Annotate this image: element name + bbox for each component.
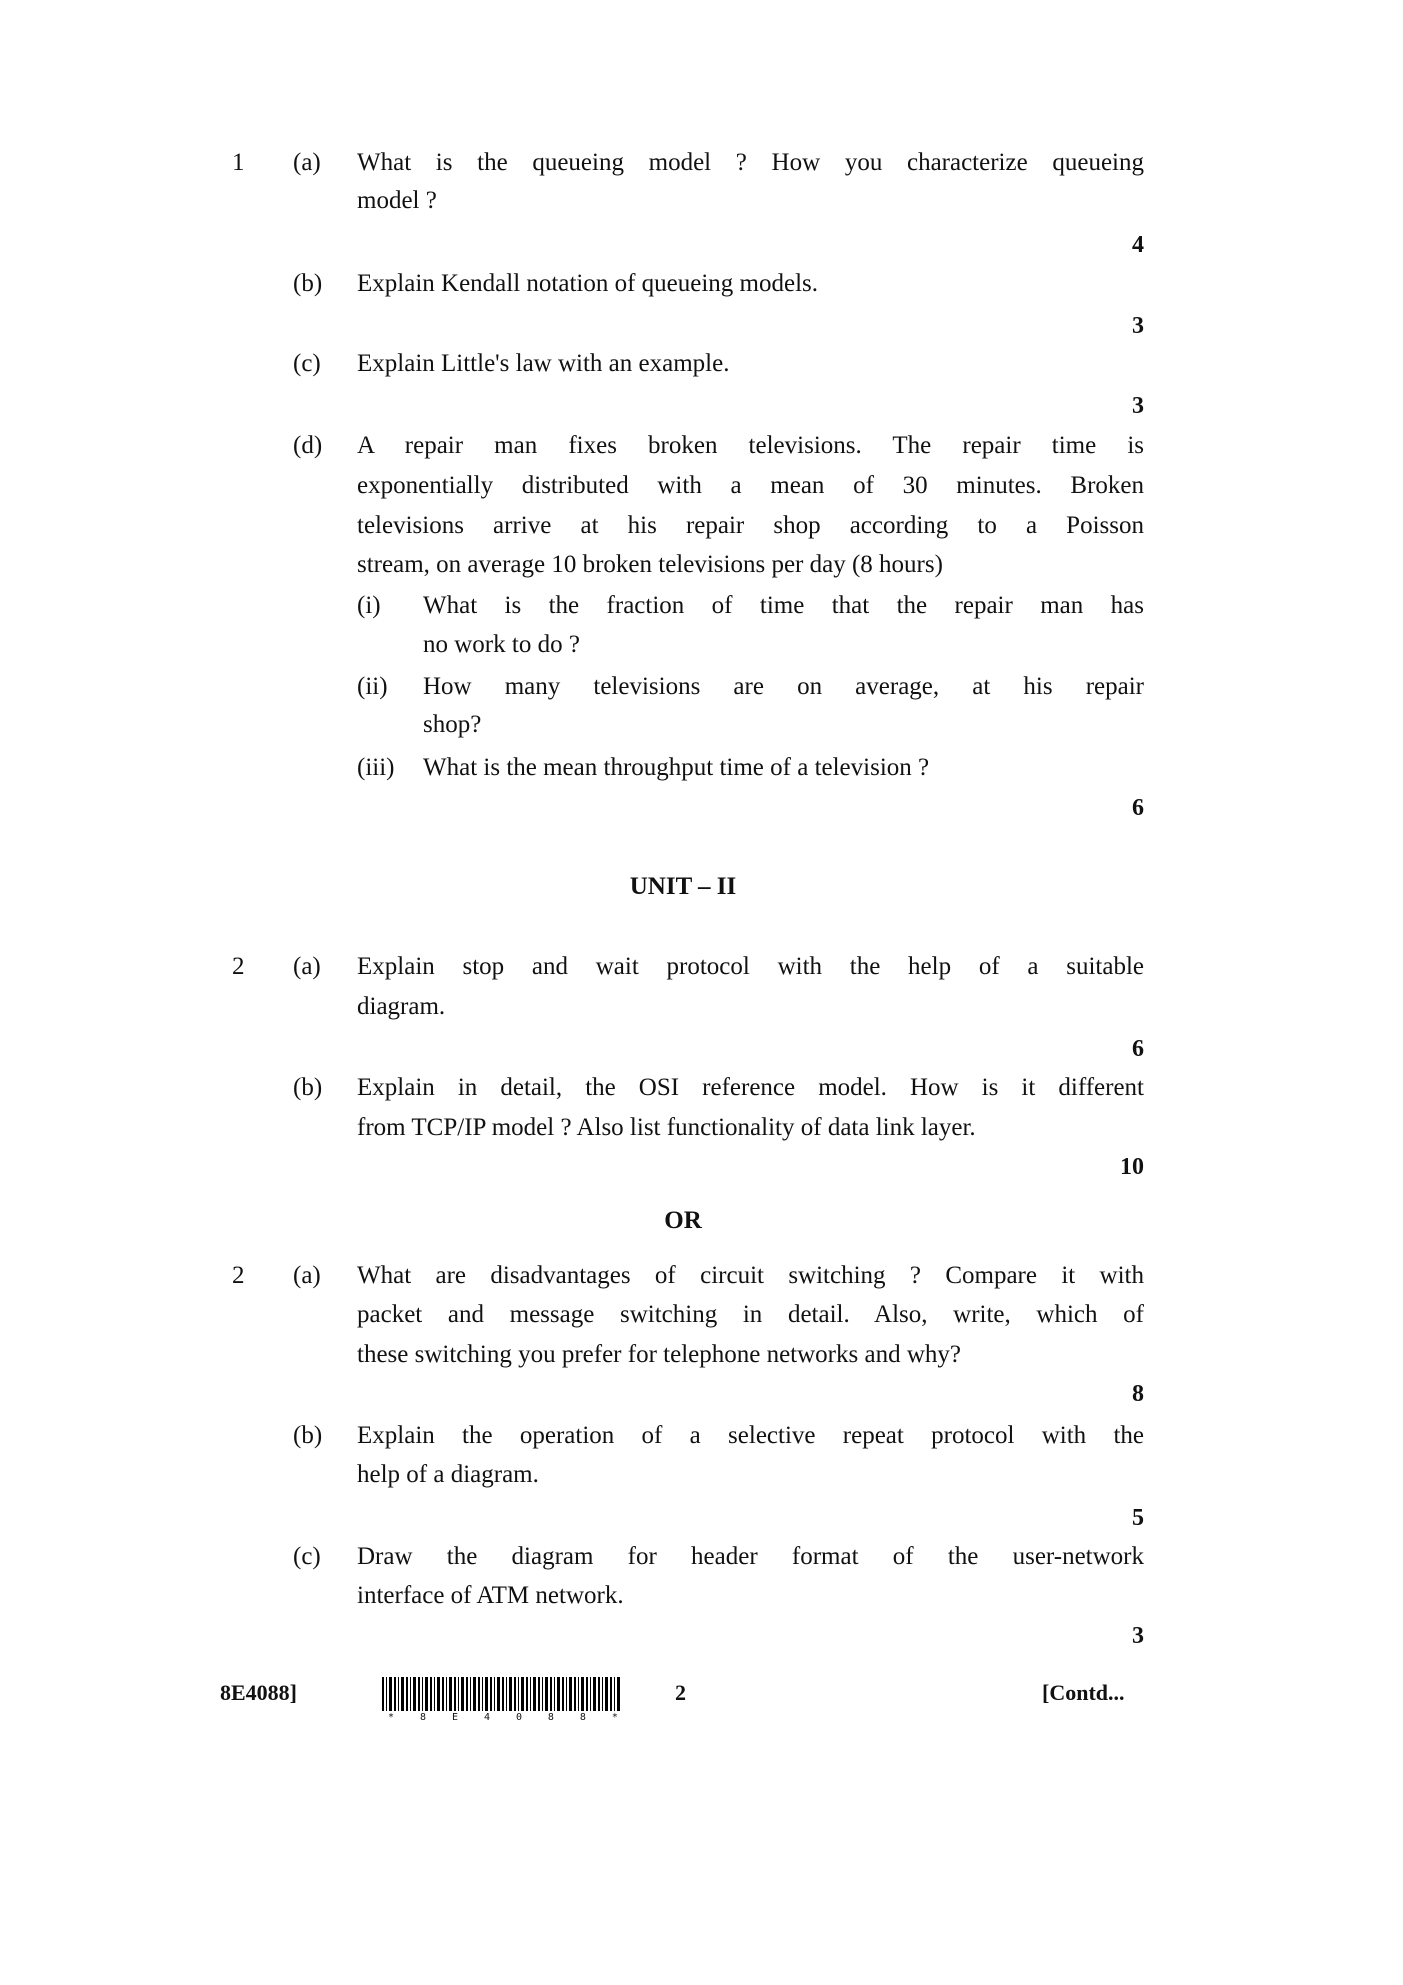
question-text: packet and message switching in detail. Also, write, which of <box>357 1301 1144 1328</box>
question-text: Explain in detail, the OSI reference model. How is it different <box>357 1074 1144 1101</box>
subpart-text: shop? <box>423 711 482 738</box>
question-number: 2 <box>232 1262 245 1289</box>
part-label: (b) <box>293 270 323 297</box>
question-text: televisions arrive at his repair shop according to a Poisson <box>357 512 1144 539</box>
part-label: (d) <box>293 432 323 459</box>
question-text: A repair man fixes broken televisions. The repair time is <box>357 432 1144 459</box>
marks: 6 <box>1132 1036 1144 1062</box>
question-number: 2 <box>232 953 245 980</box>
question-text: Explain the operation of a selective repeat protocol with the <box>357 1422 1144 1449</box>
part-label: (c) <box>293 350 321 377</box>
marks: 3 <box>1132 313 1144 339</box>
marks: 6 <box>1132 795 1144 821</box>
or-heading: OR <box>664 1207 702 1234</box>
barcode-char: 8 <box>579 1712 586 1723</box>
question-text: Explain stop and wait protocol with the help of a suitable <box>357 953 1144 980</box>
marks: 8 <box>1132 1381 1144 1407</box>
question-text: these switching you prefer for telephone networks and why? <box>357 1341 961 1368</box>
question-number: 1 <box>232 149 245 176</box>
question-text: diagram. <box>357 993 446 1020</box>
subpart-text: What is the mean throughput time of a television ? <box>423 754 930 781</box>
marks: 5 <box>1132 1505 1144 1531</box>
unit-heading: UNIT – II <box>629 873 737 900</box>
question-text: Draw the diagram for header format of the user-network <box>357 1543 1144 1570</box>
question-text: What is the queueing model ? How you characterize queueing <box>357 149 1144 176</box>
part-label: (b) <box>293 1422 323 1449</box>
question-text: Explain Kendall notation of queueing models. <box>357 270 819 297</box>
barcode-char: 8 <box>419 1712 427 1723</box>
marks: 10 <box>1120 1154 1144 1180</box>
part-label: (a) <box>293 953 321 980</box>
barcode-char: 0 <box>515 1712 522 1723</box>
continued-label: [Contd... <box>1042 1680 1125 1705</box>
question-text: model ? <box>357 187 437 214</box>
barcode-icon <box>382 1677 620 1711</box>
question-text: What are disadvantages of circuit switching ? Compare it with <box>357 1262 1144 1289</box>
question-text: interface of ATM network. <box>357 1582 624 1609</box>
part-label: (b) <box>293 1074 323 1101</box>
question-text: stream, on average 10 broken televisions per day (8 hours) <box>357 551 943 578</box>
question-text: Explain Little's law with an example. <box>357 350 730 377</box>
subpart-text: no work to do ? <box>423 631 580 658</box>
question-text: from TCP/IP model ? Also list functionality of data link layer. <box>357 1114 976 1141</box>
subpart-label: (iii) <box>357 754 395 781</box>
subpart-label: (i) <box>357 592 381 619</box>
subpart-label: (ii) <box>357 673 388 700</box>
marks: 3 <box>1132 1623 1144 1649</box>
question-text: help of a diagram. <box>357 1461 539 1488</box>
barcode-char: * <box>388 1712 395 1723</box>
barcode-char: E <box>451 1712 458 1723</box>
question-text: exponentially distributed with a mean of 30 minutes. Broken <box>357 472 1144 499</box>
marks: 3 <box>1132 393 1144 419</box>
barcode-char: 8 <box>547 1712 554 1723</box>
part-label: (a) <box>293 149 321 176</box>
marks: 4 <box>1132 232 1144 258</box>
barcode-char: * <box>611 1712 618 1723</box>
subpart-text: What is the fraction of time that the repair man has <box>423 592 1144 619</box>
barcode-char: 4 <box>483 1712 490 1723</box>
subpart-text: How many televisions are on average, at his repair <box>423 673 1144 700</box>
barcode-text <box>388 1712 618 1723</box>
part-label: (a) <box>293 1262 321 1289</box>
paper-code: 8E4088] <box>220 1680 297 1705</box>
page-number: 2 <box>675 1680 686 1705</box>
part-label: (c) <box>293 1543 321 1570</box>
